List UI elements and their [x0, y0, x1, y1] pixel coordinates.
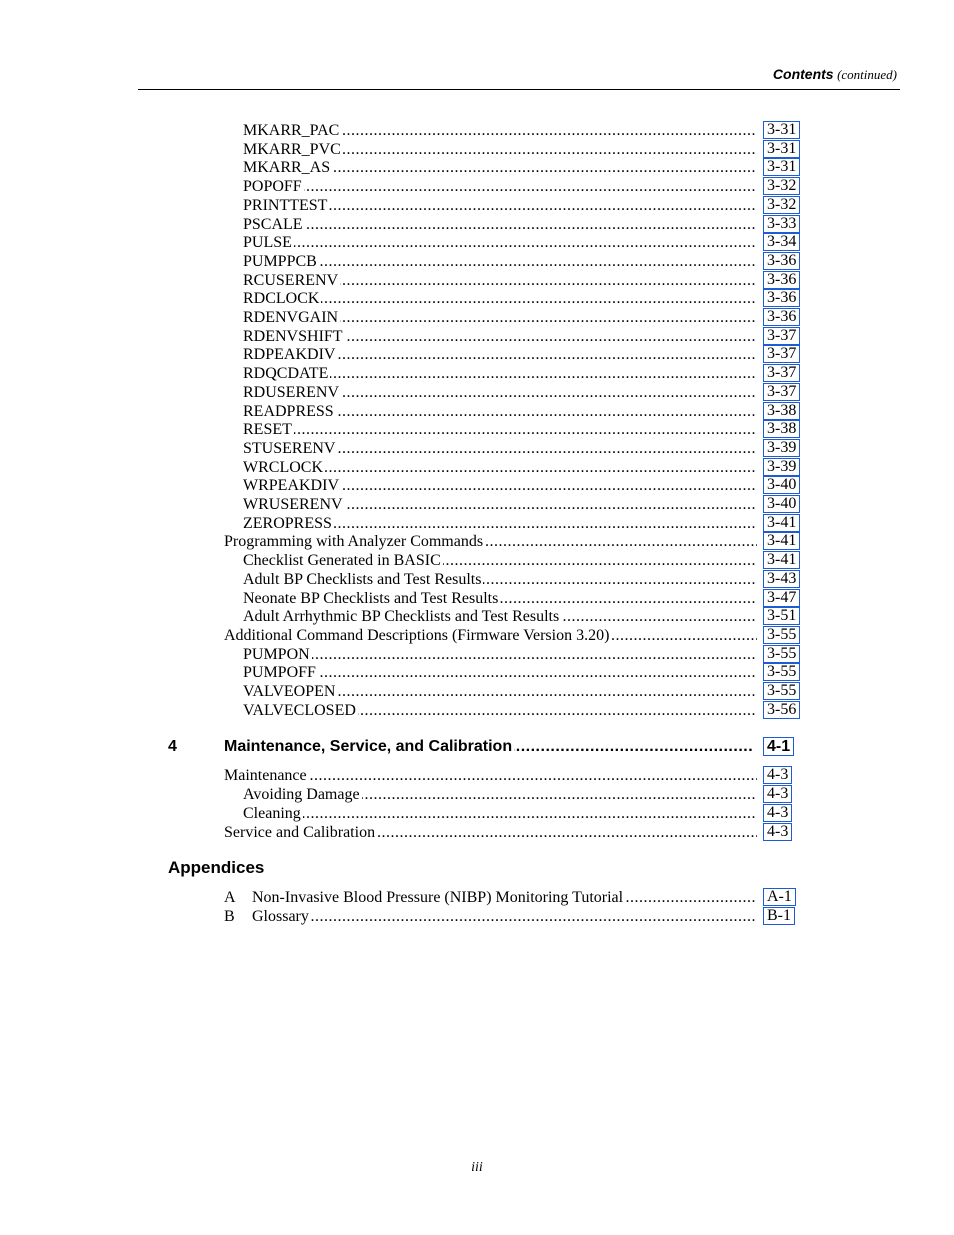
toc-entry-label: RDPEAKDIV: [243, 346, 336, 363]
toc-entry[interactable]: [0, 308, 954, 327]
appendix-letter: A: [224, 889, 236, 906]
toc-page-link[interactable]: 4-3: [763, 823, 792, 841]
toc-page-link[interactable]: 3-41: [763, 532, 800, 550]
toc-entry[interactable]: [0, 476, 954, 495]
toc-entry[interactable]: [0, 140, 954, 159]
appendices-heading: Appendices: [168, 858, 265, 877]
appendix-letter: B: [224, 908, 235, 925]
toc-page-link[interactable]: 3-36: [763, 252, 800, 270]
header-subtitle: (continued): [837, 67, 897, 82]
leader-dots: [243, 252, 757, 271]
toc-entry[interactable]: [0, 570, 954, 589]
toc-entry[interactable]: [0, 215, 954, 234]
chapter-4-heading[interactable]: [0, 736, 954, 758]
toc-page-link[interactable]: 3-56: [763, 701, 800, 719]
toc-entry[interactable]: [0, 663, 954, 682]
running-header: [773, 66, 897, 84]
toc-entry-label: VALVEOPEN: [243, 683, 336, 700]
toc-entry[interactable]: [0, 551, 954, 570]
toc-page-link[interactable]: 3-47: [763, 589, 800, 607]
toc-entry-label: Glossary: [252, 908, 309, 925]
toc-entry[interactable]: [0, 177, 954, 196]
toc-entry-label: Programming with Analyzer Commands: [224, 533, 484, 550]
toc-entry[interactable]: [0, 327, 954, 346]
toc-page-link[interactable]: A-1: [763, 888, 796, 906]
toc-entry-label: Non-Invasive Blood Pressure (NIBP) Monitoring Tutorial: [252, 889, 624, 906]
toc-page-link[interactable]: 3-55: [763, 626, 800, 644]
leader-dots: [243, 420, 757, 439]
toc-entry[interactable]: [0, 271, 954, 290]
toc-entry[interactable]: [0, 888, 954, 907]
toc-entry[interactable]: [0, 823, 954, 842]
toc-entry[interactable]: [0, 766, 954, 785]
toc-page-link[interactable]: 3-36: [763, 308, 800, 326]
toc-entry[interactable]: [0, 589, 954, 608]
toc-page-link[interactable]: 3-36: [763, 289, 800, 307]
toc-entry-label: Maintenance: [224, 767, 307, 784]
leader-dots: [243, 177, 757, 196]
leader-dots: [243, 645, 757, 664]
toc-page-link[interactable]: 3-36: [763, 271, 800, 289]
toc-entry[interactable]: [0, 532, 954, 551]
toc-page-link[interactable]: 4-3: [763, 785, 792, 803]
toc-page-link[interactable]: 3-55: [763, 663, 800, 681]
toc-entry-label: PUMPOFF: [243, 664, 316, 681]
toc-entry[interactable]: [0, 495, 954, 514]
toc-entry-label: WRUSERENV: [243, 496, 343, 513]
toc-page-link[interactable]: 3-37: [763, 364, 800, 382]
toc-entry[interactable]: [0, 289, 954, 308]
toc-page-link[interactable]: 3-37: [763, 327, 800, 345]
toc-entry-label: Service and Calibration: [224, 824, 376, 841]
toc-entry[interactable]: [0, 252, 954, 271]
toc-entry[interactable]: [0, 158, 954, 177]
toc-entry[interactable]: [0, 121, 954, 140]
toc-entry[interactable]: [0, 701, 954, 720]
toc-entry-label: VALVECLOSED: [243, 702, 356, 719]
toc-entry[interactable]: [0, 514, 954, 533]
toc-page-link[interactable]: 3-32: [763, 177, 800, 195]
chapter-number: 4: [168, 738, 177, 755]
toc-entry-label: Adult Arrhythmic BP Checklists and Test Results: [243, 608, 560, 625]
toc-entry[interactable]: [0, 804, 954, 823]
header-title: Contents: [772, 66, 834, 82]
toc-entry-label: Cleaning: [243, 805, 301, 822]
toc-entry[interactable]: [0, 458, 954, 477]
toc-page-link[interactable]: 3-32: [763, 196, 800, 214]
toc-page-link[interactable]: 3-31: [763, 158, 800, 176]
toc-entry-label: PRINTTEST: [243, 197, 328, 214]
header-rule: [138, 89, 900, 90]
toc-page-link[interactable]: 3-38: [763, 402, 800, 420]
toc-entry-label: RCUSERENV: [243, 272, 339, 289]
toc-entry[interactable]: [0, 907, 954, 926]
toc-page-link[interactable]: 3-40: [763, 476, 800, 494]
toc-entry-label: READPRESS: [243, 403, 334, 420]
toc-entry[interactable]: [0, 402, 954, 421]
toc-entry[interactable]: [0, 645, 954, 664]
toc-entry-label: PUMPON: [243, 646, 310, 663]
toc-entry-label: RDQCDATE: [243, 365, 329, 382]
toc-page-link[interactable]: 3-43: [763, 570, 800, 588]
toc-page-link[interactable]: 3-55: [763, 645, 800, 663]
toc-page-link[interactable]: 3-34: [763, 233, 800, 251]
toc-entry-label: WRCLOCK: [243, 459, 323, 476]
toc-entry-label: RDCLOCK: [243, 290, 320, 307]
toc-page-link[interactable]: 3-31: [763, 121, 800, 139]
toc-page-link[interactable]: 3-39: [763, 439, 800, 457]
toc-entry-label: RDUSERENV: [243, 384, 340, 401]
toc-entry[interactable]: [0, 626, 954, 645]
toc-entry-label: MKARR_AS: [243, 159, 331, 176]
toc-page-link[interactable]: 3-41: [763, 551, 800, 569]
toc-entry[interactable]: [0, 196, 954, 215]
toc-page-link[interactable]: 3-37: [763, 383, 800, 401]
toc-entry-label: Neonate BP Checklists and Test Results: [243, 590, 499, 607]
toc-entry[interactable]: [0, 345, 954, 364]
toc-page-link[interactable]: 3-38: [763, 420, 800, 438]
toc-entry-label: Checklist Generated in BASIC: [243, 552, 441, 569]
toc-page-link[interactable]: 4-3: [763, 804, 792, 822]
leader-dots: [243, 233, 757, 252]
toc-page-link[interactable]: 3-51: [763, 607, 800, 625]
toc-page-link[interactable]: B-1: [763, 907, 795, 925]
toc-entry-label: PULSE: [243, 234, 292, 251]
toc-page-link[interactable]: 3-31: [763, 140, 800, 158]
leader-dots: [243, 215, 757, 234]
toc-entry-label: PSCALE: [243, 216, 303, 233]
toc-entry-label: MKARR_PAC: [243, 122, 340, 139]
toc-entry-label: MKARR_PVC: [243, 141, 341, 158]
toc-page-link[interactable]: 4-3: [763, 766, 792, 784]
toc-entry[interactable]: [0, 439, 954, 458]
toc-entry-label: Avoiding Damage: [243, 786, 360, 803]
toc-entry-label: Adult BP Checklists and Test Results: [243, 571, 482, 588]
toc-page-link[interactable]: 3-41: [763, 514, 800, 532]
toc-entry-label: RDENVSHIFT: [243, 328, 343, 345]
leader-dots: [243, 663, 757, 682]
leader-dots: [243, 804, 757, 823]
toc-entry-label: STUSERENV: [243, 440, 336, 457]
toc-entry-label: RESET: [243, 421, 292, 438]
toc-page-link[interactable]: 3-39: [763, 458, 800, 476]
toc-entry[interactable]: [0, 364, 954, 383]
toc-entry[interactable]: [0, 682, 954, 701]
toc-entry[interactable]: [0, 233, 954, 252]
toc-entry[interactable]: [0, 420, 954, 439]
toc-entry-label: RDENVGAIN: [243, 309, 339, 326]
toc-page-link[interactable]: 3-33: [763, 215, 800, 233]
toc-page-link[interactable]: 3-37: [763, 345, 800, 363]
toc-entry-label: WRPEAKDIV: [243, 477, 339, 494]
page-number: iii: [471, 1160, 483, 1175]
toc-entry-label: ZEROPRESS: [243, 515, 332, 532]
chapter-title: Maintenance, Service, and Calibration: [224, 736, 514, 758]
toc-entry-label: PUMPPCB: [243, 253, 317, 270]
toc-entry[interactable]: [0, 383, 954, 402]
toc-page-link[interactable]: 3-55: [763, 682, 800, 700]
toc-entry-label: POPOFF: [243, 178, 302, 195]
toc-entry[interactable]: [0, 607, 954, 626]
leader-dots: [252, 907, 757, 926]
chapter-page-link[interactable]: 4-1: [763, 737, 794, 756]
toc-entry[interactable]: [0, 785, 954, 804]
toc-page-link[interactable]: 3-40: [763, 495, 800, 513]
toc-entry-label: Additional Command Descriptions (Firmware Version 3.20): [224, 627, 610, 644]
